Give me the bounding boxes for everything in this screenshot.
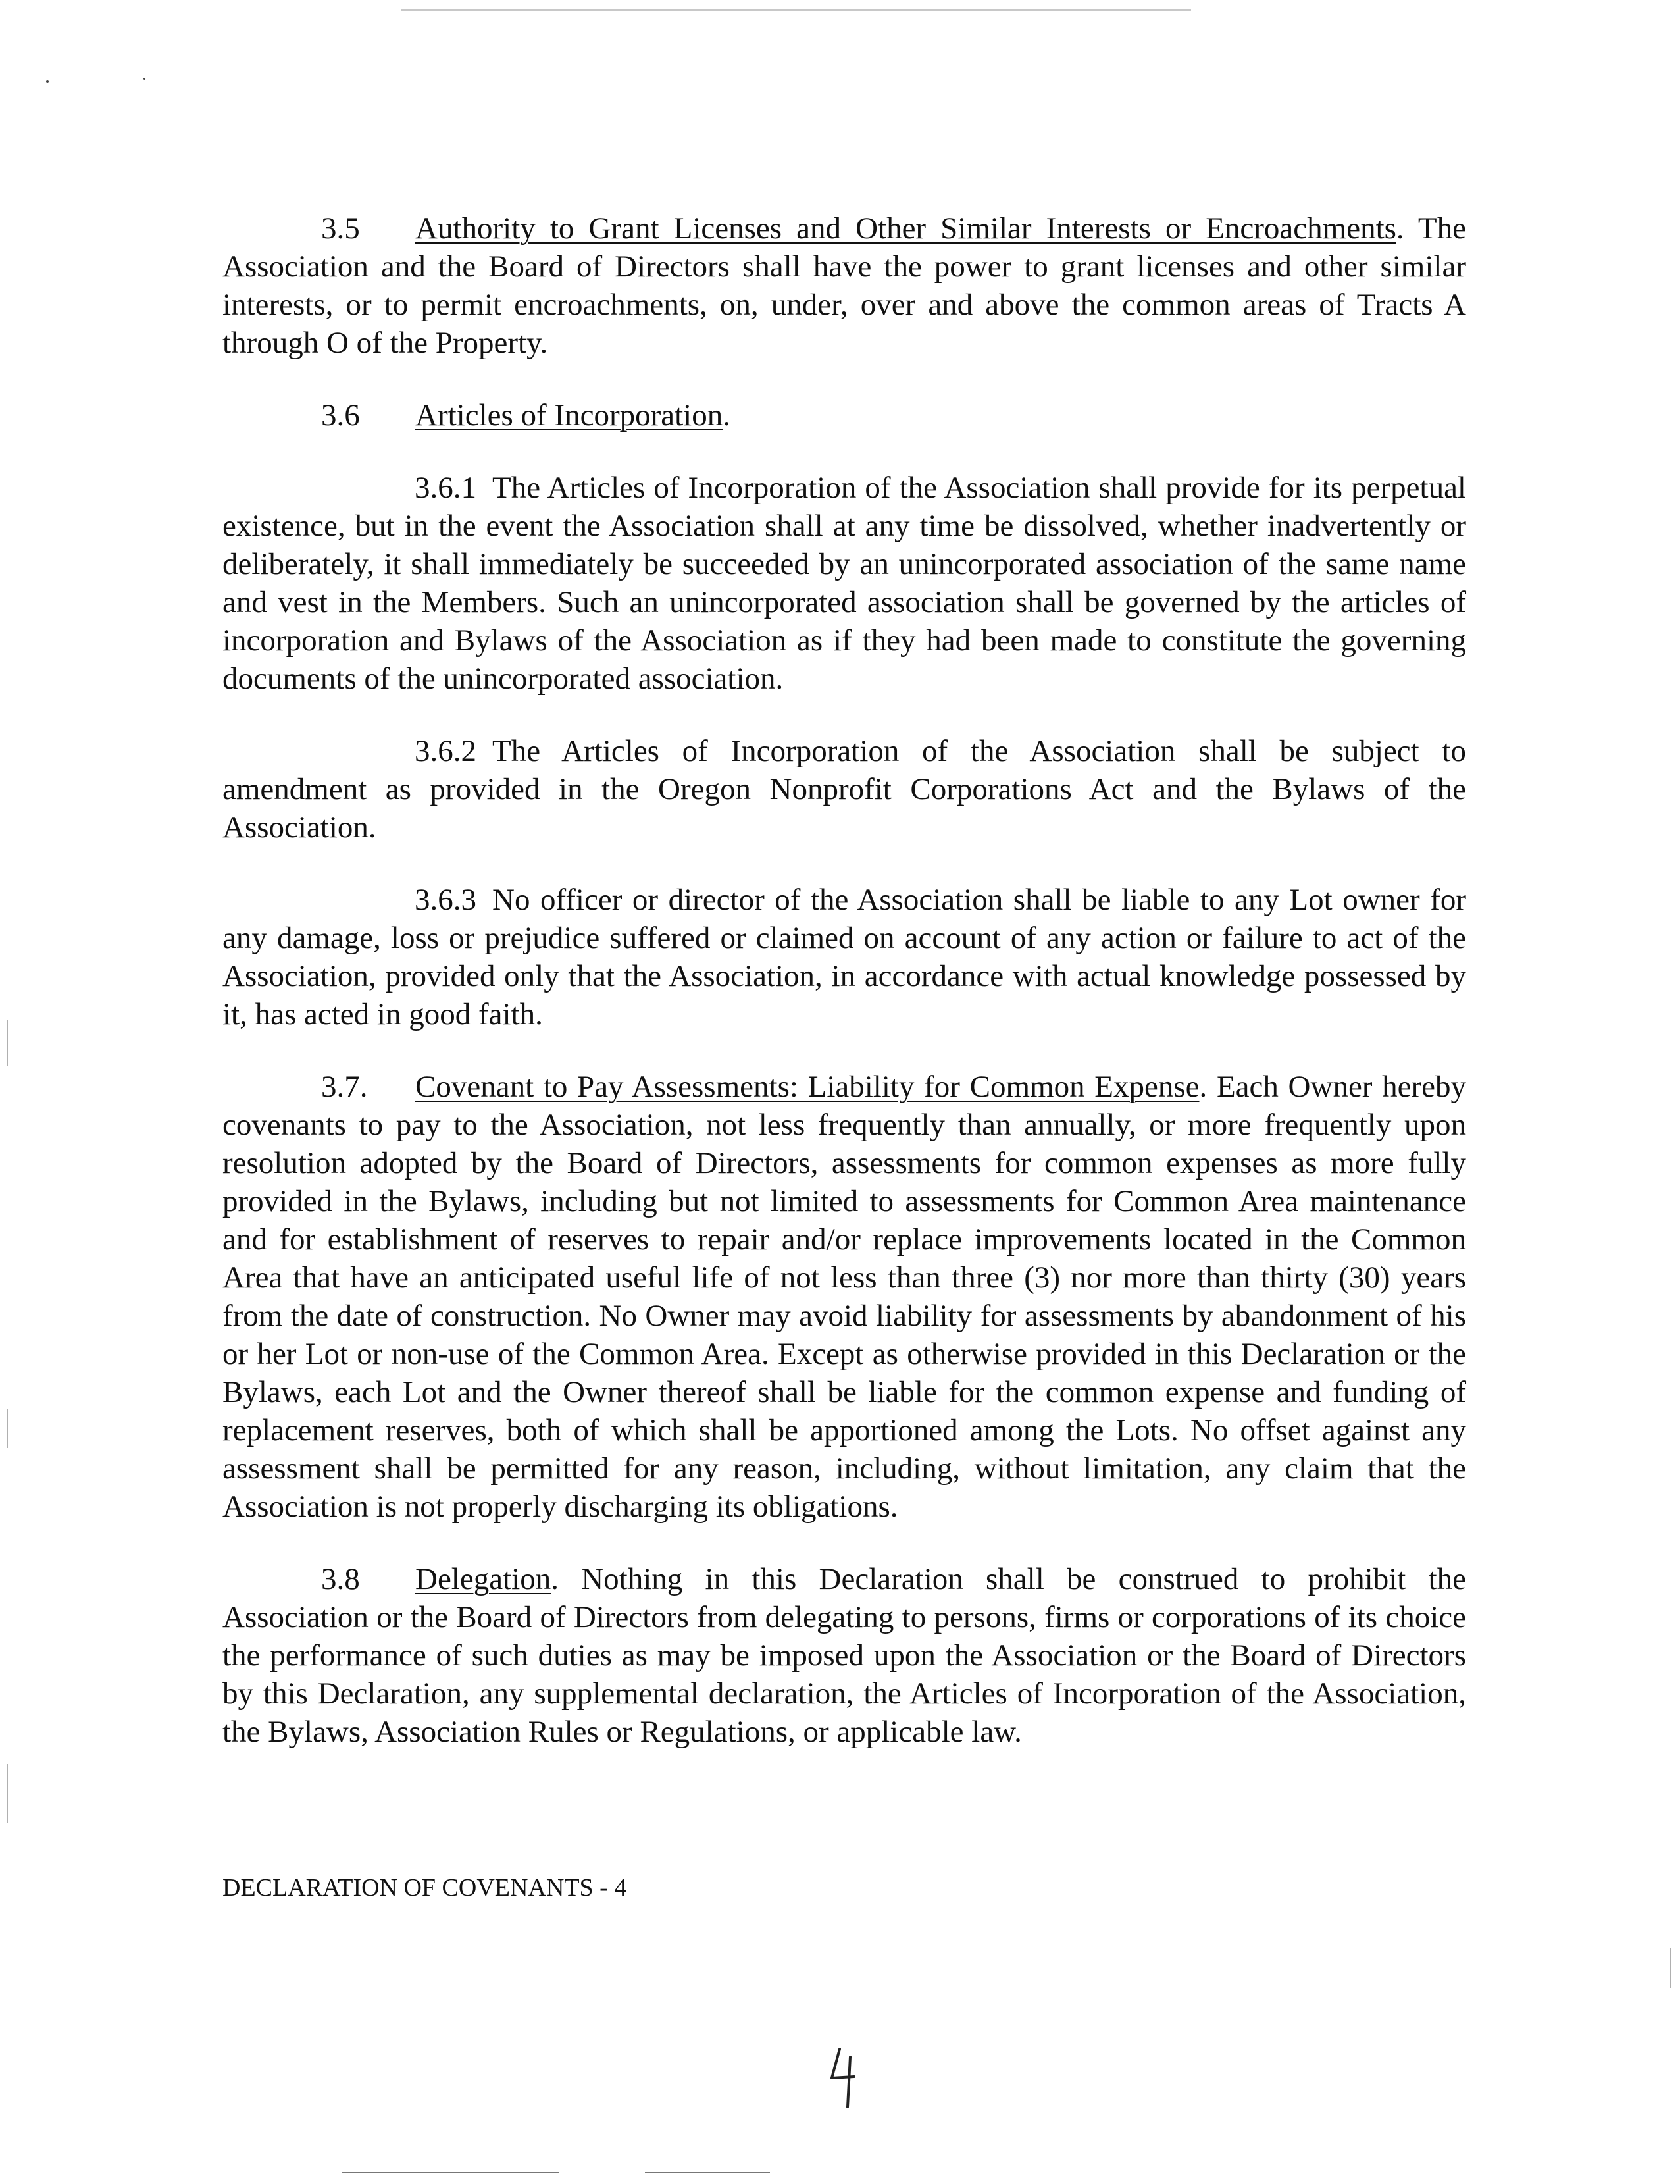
handwritten-page-number <box>825 2044 865 2110</box>
section-number: 3.6.1 <box>415 471 476 505</box>
section-number: 3.6.3 <box>415 883 476 917</box>
scan-edge-left-3 <box>7 1764 8 1823</box>
section-body: The Articles of Incorporation of the Association shall be subject to amendment as provided in the Oregon Nonprofit Corporations Act and the Bylaws of the Association. <box>222 734 1466 845</box>
section-heading: Covenant to Pay Assessments: Liability for Common Expense <box>415 1070 1200 1104</box>
section-3-7 <box>222 1068 1466 1526</box>
heading-suffix: . <box>1396 211 1404 246</box>
section-body: No officer or director of the Association shall be liable to any Lot owner for any damage, loss or prejudice suffered or claimed on account of any action or failure to act of the Association, provided only that the Association, in accordance with actual knowledge possessed by it, has acted in good faith. <box>222 883 1466 1031</box>
heading-suffix: . <box>551 1562 559 1596</box>
scan-edge-right-1 <box>1670 1948 1671 1988</box>
section-number: 3.6.2 <box>415 734 476 768</box>
section-3-6-3 <box>222 881 1466 1033</box>
section-3-6 <box>222 396 1466 434</box>
section-body: Each Owner hereby covenants to pay to the Association, not less frequently than annually, or more frequently upon resolution adopted by the Board of Directors, assessments for common expenses as more fully provided in the Bylaws, including but not limited to assessments for Common Area maintenance and for establishment of reserves to repair and/or replace improvements located in the Common Area that have an anticipated useful life of not less than three (3) nor more than thirty (30) years from the date of construction. No Owner may avoid liability for assessments by abandonment of his or her Lot or non-use of the Common Area. Except as otherwise provided in this Declaration or the Bylaws, each Lot and the Owner thereof shall be liable for the common expense and funding of replacement reserves, both of which shall be apportioned among the Lots. No offset against any assessment shall be permitted for any reason, including, without limitation, any claim that the Association is not properly discharging its obligations. <box>222 1070 1467 1524</box>
section-3-5 <box>222 209 1466 362</box>
section-heading: Articles of Incorporation <box>415 398 723 432</box>
heading-suffix: . <box>723 398 730 432</box>
section-number: 3.6 <box>321 398 360 432</box>
section-3-8 <box>222 1560 1466 1751</box>
scan-speck-2 <box>143 78 145 80</box>
page-footer: DECLARATION OF COVENANTS - 4 <box>222 1874 627 1902</box>
section-3-6-1 <box>222 469 1466 698</box>
scan-edge-left-2 <box>7 1409 8 1448</box>
section-body: The Articles of Incorporation of the Association shall provide for its perpetual existence, but in the event the Association shall at any time be dissolved, whether inadvertently or deliberately, it shall immediately be succeeded by an unincorporated association of the same name and vest in the Members. Such an unincorporated association shall be governed by the articles of incorporation and Bylaws of the Association as if they had been made to constitute the governing documents of the unincorporated association. <box>222 471 1466 696</box>
document-body <box>222 209 1466 1785</box>
heading-suffix: . <box>1199 1070 1208 1104</box>
section-number: 3.8 <box>321 1562 360 1596</box>
section-heading: Delegation <box>415 1562 551 1596</box>
scan-edge-bottom-left <box>342 2172 559 2173</box>
section-number: 3.5 <box>321 211 360 246</box>
section-body: Nothing in this Declaration shall be construed to prohibit the Association or the Board of Directors from delegating to persons, firms or corporations of its choice the performance of such duties as may be imposed upon the Association or the Board of Directors by this Declaration, any supplemental declaration, the Articles of Incorporation of the Association, the Bylaws, Association Rules or Regulations, or applicable law. <box>222 1562 1466 1749</box>
scan-speck-1 <box>46 80 49 83</box>
section-number: 3.7. <box>321 1070 368 1104</box>
section-3-6-2 <box>222 732 1466 846</box>
scan-edge-left-1 <box>7 1020 8 1066</box>
section-heading: Authority to Grant Licenses and Other Similar Interests or Encroachments <box>415 211 1396 246</box>
section-body: The Association and the Board of Directors shall have the power to grant licenses and other similar interests, or to permit encroachments, on, under, over and above the common areas of Tracts A through O of the Property. <box>222 211 1466 360</box>
scan-edge-top <box>401 9 1191 11</box>
scan-edge-bottom-right <box>645 2172 770 2173</box>
